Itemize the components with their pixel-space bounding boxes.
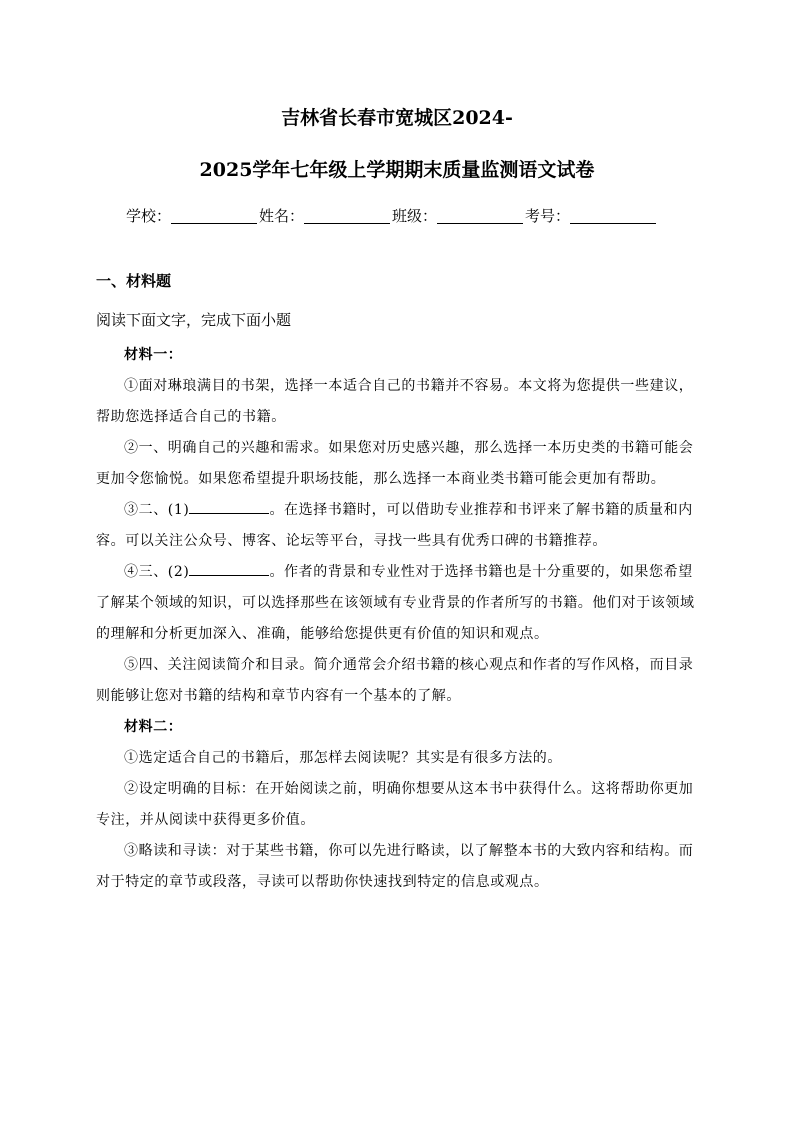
name-label: 姓名： bbox=[259, 206, 305, 225]
answer-blank-1[interactable] bbox=[189, 499, 269, 514]
exam-no-field bbox=[525, 205, 658, 226]
p4-suffix: 。作者的背景和专业性对于选择书籍也是十分重要的，如果您希望了解某个领域的知识，可以选择那些在该领域有专业背景的作者所写的书籍。他们对于该领域的理解和分析更加深入、准确，能够给您提供更有价值的知识和观点。 bbox=[96, 564, 695, 642]
name-blank[interactable] bbox=[304, 207, 390, 224]
material1-paragraph-2: ②一、明确自己的兴趣和需求。如果您对历史感兴趣，那么选择一本历史类的书籍可能会更加令您愉悦。如果您希望提升职场技能，那么选择一本商业类书籍可能会更加有帮助。 bbox=[96, 440, 694, 487]
material2-label: 材料二： bbox=[124, 719, 183, 735]
material2-paragraph-2: ②设定明确的目标：在开始阅读之前，明确你想要从这本书中获得什么。这将帮助你更加专注，并从阅读中获得更多价值。 bbox=[96, 781, 694, 828]
material1-label: 材料一： bbox=[124, 347, 183, 363]
material1-paragraph-5: ⑤四、关注阅读简介和目录。简介通常会介绍书籍的核心观点和作者的写作风格，而目录则能够让您对书籍的结构和章节内容有一个基本的了解。 bbox=[96, 657, 694, 704]
exam-no-blank[interactable] bbox=[570, 207, 656, 224]
material1-paragraph-3 bbox=[96, 495, 696, 557]
school-blank[interactable] bbox=[171, 207, 257, 224]
p3-suffix: 。在选择书籍时，可以借助专业推荐和书评来了解书籍的质量和内容。可以关注公众号、博客、论坛等平台，寻找一些具有优秀口碑的书籍推荐。 bbox=[96, 502, 693, 549]
material2-paragraph-1: ①选定适合自己的书籍后，那怎样去阅读呢？其实是有很多方法的。 bbox=[124, 750, 562, 766]
material2-paragraph-3: ③略读和寻读：对于某些书籍，你可以先进行略读，以了解整本书的大致内容和结构。而对于特定的章节或段落，寻读可以帮助你快速找到特定的信息或观点。 bbox=[96, 843, 694, 890]
section-instruction: 阅读下面文字，完成下面小题 bbox=[96, 311, 292, 329]
school-label: 学校： bbox=[126, 206, 172, 225]
class-blank[interactable] bbox=[437, 207, 523, 224]
school-field bbox=[126, 205, 259, 226]
answer-blank-2[interactable] bbox=[189, 561, 269, 576]
exam-title-line-2: 2025学年七年级上学期期末质量监测语文试卷 bbox=[199, 159, 595, 181]
student-info-row bbox=[126, 202, 686, 228]
name-field bbox=[259, 205, 392, 226]
class-label: 班级： bbox=[392, 206, 438, 225]
exam-title-line-1: 吉林省长春市宽城区2024- bbox=[281, 107, 513, 129]
material1-paragraph-4 bbox=[96, 557, 696, 650]
p4-prefix: ④三、(2) bbox=[124, 564, 190, 580]
material1-paragraph-1: ①面对琳琅满目的书架，选择一本适合自己的书籍并不容易。本文将为您提供一些建议，帮助您选择适合自己的书籍。 bbox=[96, 378, 694, 425]
class-field bbox=[392, 205, 525, 226]
material-body bbox=[96, 340, 696, 898]
p3-prefix: ③二、(1) bbox=[124, 502, 190, 518]
section-heading: 一、材料题 bbox=[96, 272, 172, 290]
exam-no-label: 考号： bbox=[525, 206, 571, 225]
